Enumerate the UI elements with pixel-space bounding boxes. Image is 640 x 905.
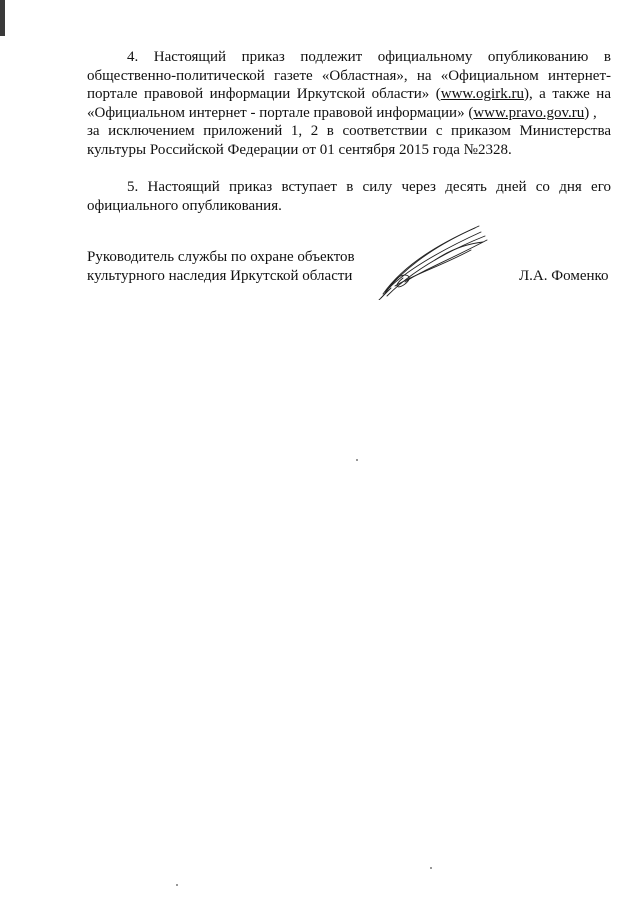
scan-edge-mark bbox=[0, 0, 5, 36]
p4-line-3 bbox=[87, 85, 611, 104]
scan-speck bbox=[430, 867, 432, 869]
handwritten-signature-icon bbox=[375, 222, 490, 300]
p4-line-1: 4. Настоящий приказ подлежит официальному опубликованию в bbox=[127, 49, 611, 65]
p5-line-2: официального опубликования. bbox=[87, 197, 282, 214]
scan-speck bbox=[356, 459, 358, 461]
p4-line-6: культуры Российской Федерации от 01 сентября 2015 года №2328. bbox=[87, 141, 512, 158]
p4-line-4-text-b: ) , bbox=[584, 104, 597, 121]
signatory-title-line-2: культурного наследия Иркутской области bbox=[87, 268, 353, 284]
p4-line-5: за исключением приложений 1, 2 в соответствии с приказом Министерства bbox=[87, 123, 611, 140]
scan-speck bbox=[176, 884, 178, 886]
signatory-title-line-1: Руководитель службы по охране объектов bbox=[87, 249, 355, 265]
p4-line-4 bbox=[87, 104, 611, 123]
p4-line-3-text-b: ), а также на bbox=[523, 86, 611, 103]
signatory-name: Л.А. Фоменко bbox=[519, 268, 609, 284]
p4-line-2: общественно-политической газете «Областная», на «Официальном интернет- bbox=[87, 67, 611, 84]
p4-line-3-text-a: портале правовой информации Иркутской области» ( bbox=[87, 86, 441, 103]
signatory-title bbox=[87, 248, 355, 286]
p5-line-1: 5. Настоящий приказ вступает в силу через десять дней со дня его bbox=[127, 179, 611, 195]
ogirk-link[interactable]: www.ogirk.ru bbox=[440, 86, 524, 103]
pravo-link[interactable]: www.pravo.gov.ru bbox=[473, 104, 585, 121]
paragraph-5 bbox=[87, 178, 611, 215]
paragraph-4 bbox=[87, 48, 611, 160]
p4-line-4-text-a: «Официальном интернет - портале правовой информации» ( bbox=[87, 104, 474, 121]
